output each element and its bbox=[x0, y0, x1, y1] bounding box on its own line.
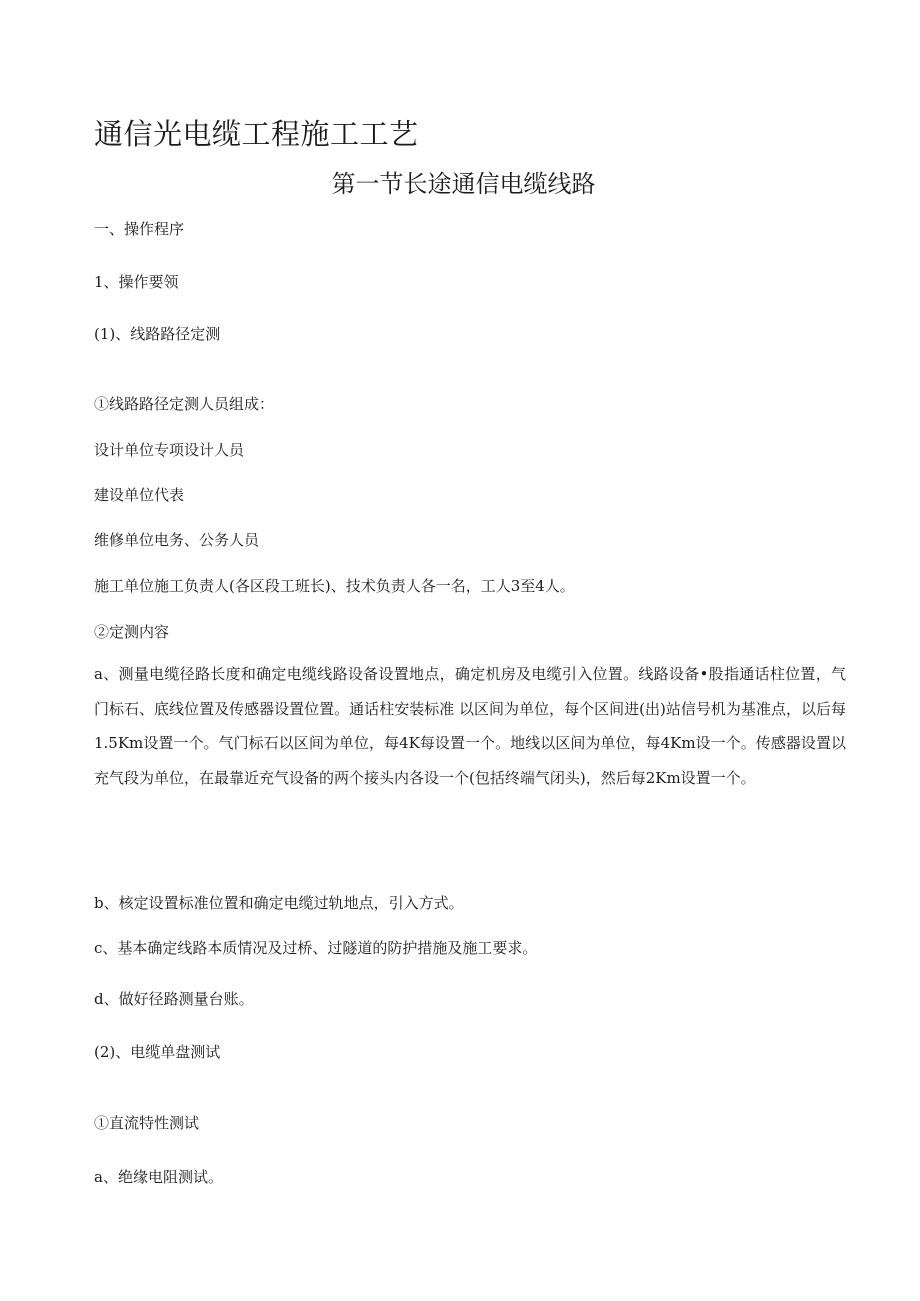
heading-dc-characteristics-test: ①直流特性测试 bbox=[94, 1114, 200, 1132]
survey-content-heading: ②定测内容 bbox=[94, 623, 170, 641]
survey-team-item-construction: 施工单位施工负责人(各区段工班长)、技术负责人各一名，工人3至4人。 bbox=[94, 577, 575, 595]
survey-team-item-maintenance: 维修单位电务、公务人员 bbox=[94, 531, 260, 549]
survey-team-item-design: 设计单位专项设计人员 bbox=[94, 441, 245, 459]
heading-operating-essentials: 1、操作要领 bbox=[94, 273, 179, 291]
paragraph-item-d: d、做好径路测量台账。 bbox=[94, 990, 254, 1008]
paragraph-item-c: c、基本确定线路本质情况及过桥、过隧道的防护措施及施工要求。 bbox=[94, 939, 538, 957]
heading-insulation-resistance-test: a、绝缘电阻测试。 bbox=[94, 1168, 223, 1186]
document-title: 通信光电缆工程施工工艺 bbox=[94, 117, 419, 151]
survey-team-item-owner: 建设单位代表 bbox=[94, 486, 185, 504]
paragraph-item-a: a、测量电缆径路长度和确定电缆线路设备设置地点，确定机房及电缆引入位置。线路设备•股指通话柱位置，气门标石、底线位置及传感器设置位置。通话柱安装标准 以区间为单位，每个区间进(出)站信号机为基准点，以后每1.5Km设置一个。气门标石以区间为单位，每4K每设置一个。地线以区间为单位，每4Km设一个。传感器设置以充气段为单位，在最靠近充气设备的两个接头内各设一个(包括终端气闭头)，然后每2Km设置一个。 bbox=[94, 665, 846, 787]
heading-route-survey: (1)、线路路径定测 bbox=[94, 325, 221, 343]
section-title: 第一节长途通信电缆线路 bbox=[331, 170, 596, 198]
heading-cable-reel-test: (2)、电缆单盘测试 bbox=[94, 1043, 221, 1061]
paragraph-item-b: b、核定设置标准位置和确定电缆过轨地点，引入方式。 bbox=[94, 894, 464, 912]
survey-team-heading: ①线路路径定测人员组成： bbox=[94, 395, 275, 413]
heading-operating-procedure: 一、操作程序 bbox=[94, 220, 185, 238]
